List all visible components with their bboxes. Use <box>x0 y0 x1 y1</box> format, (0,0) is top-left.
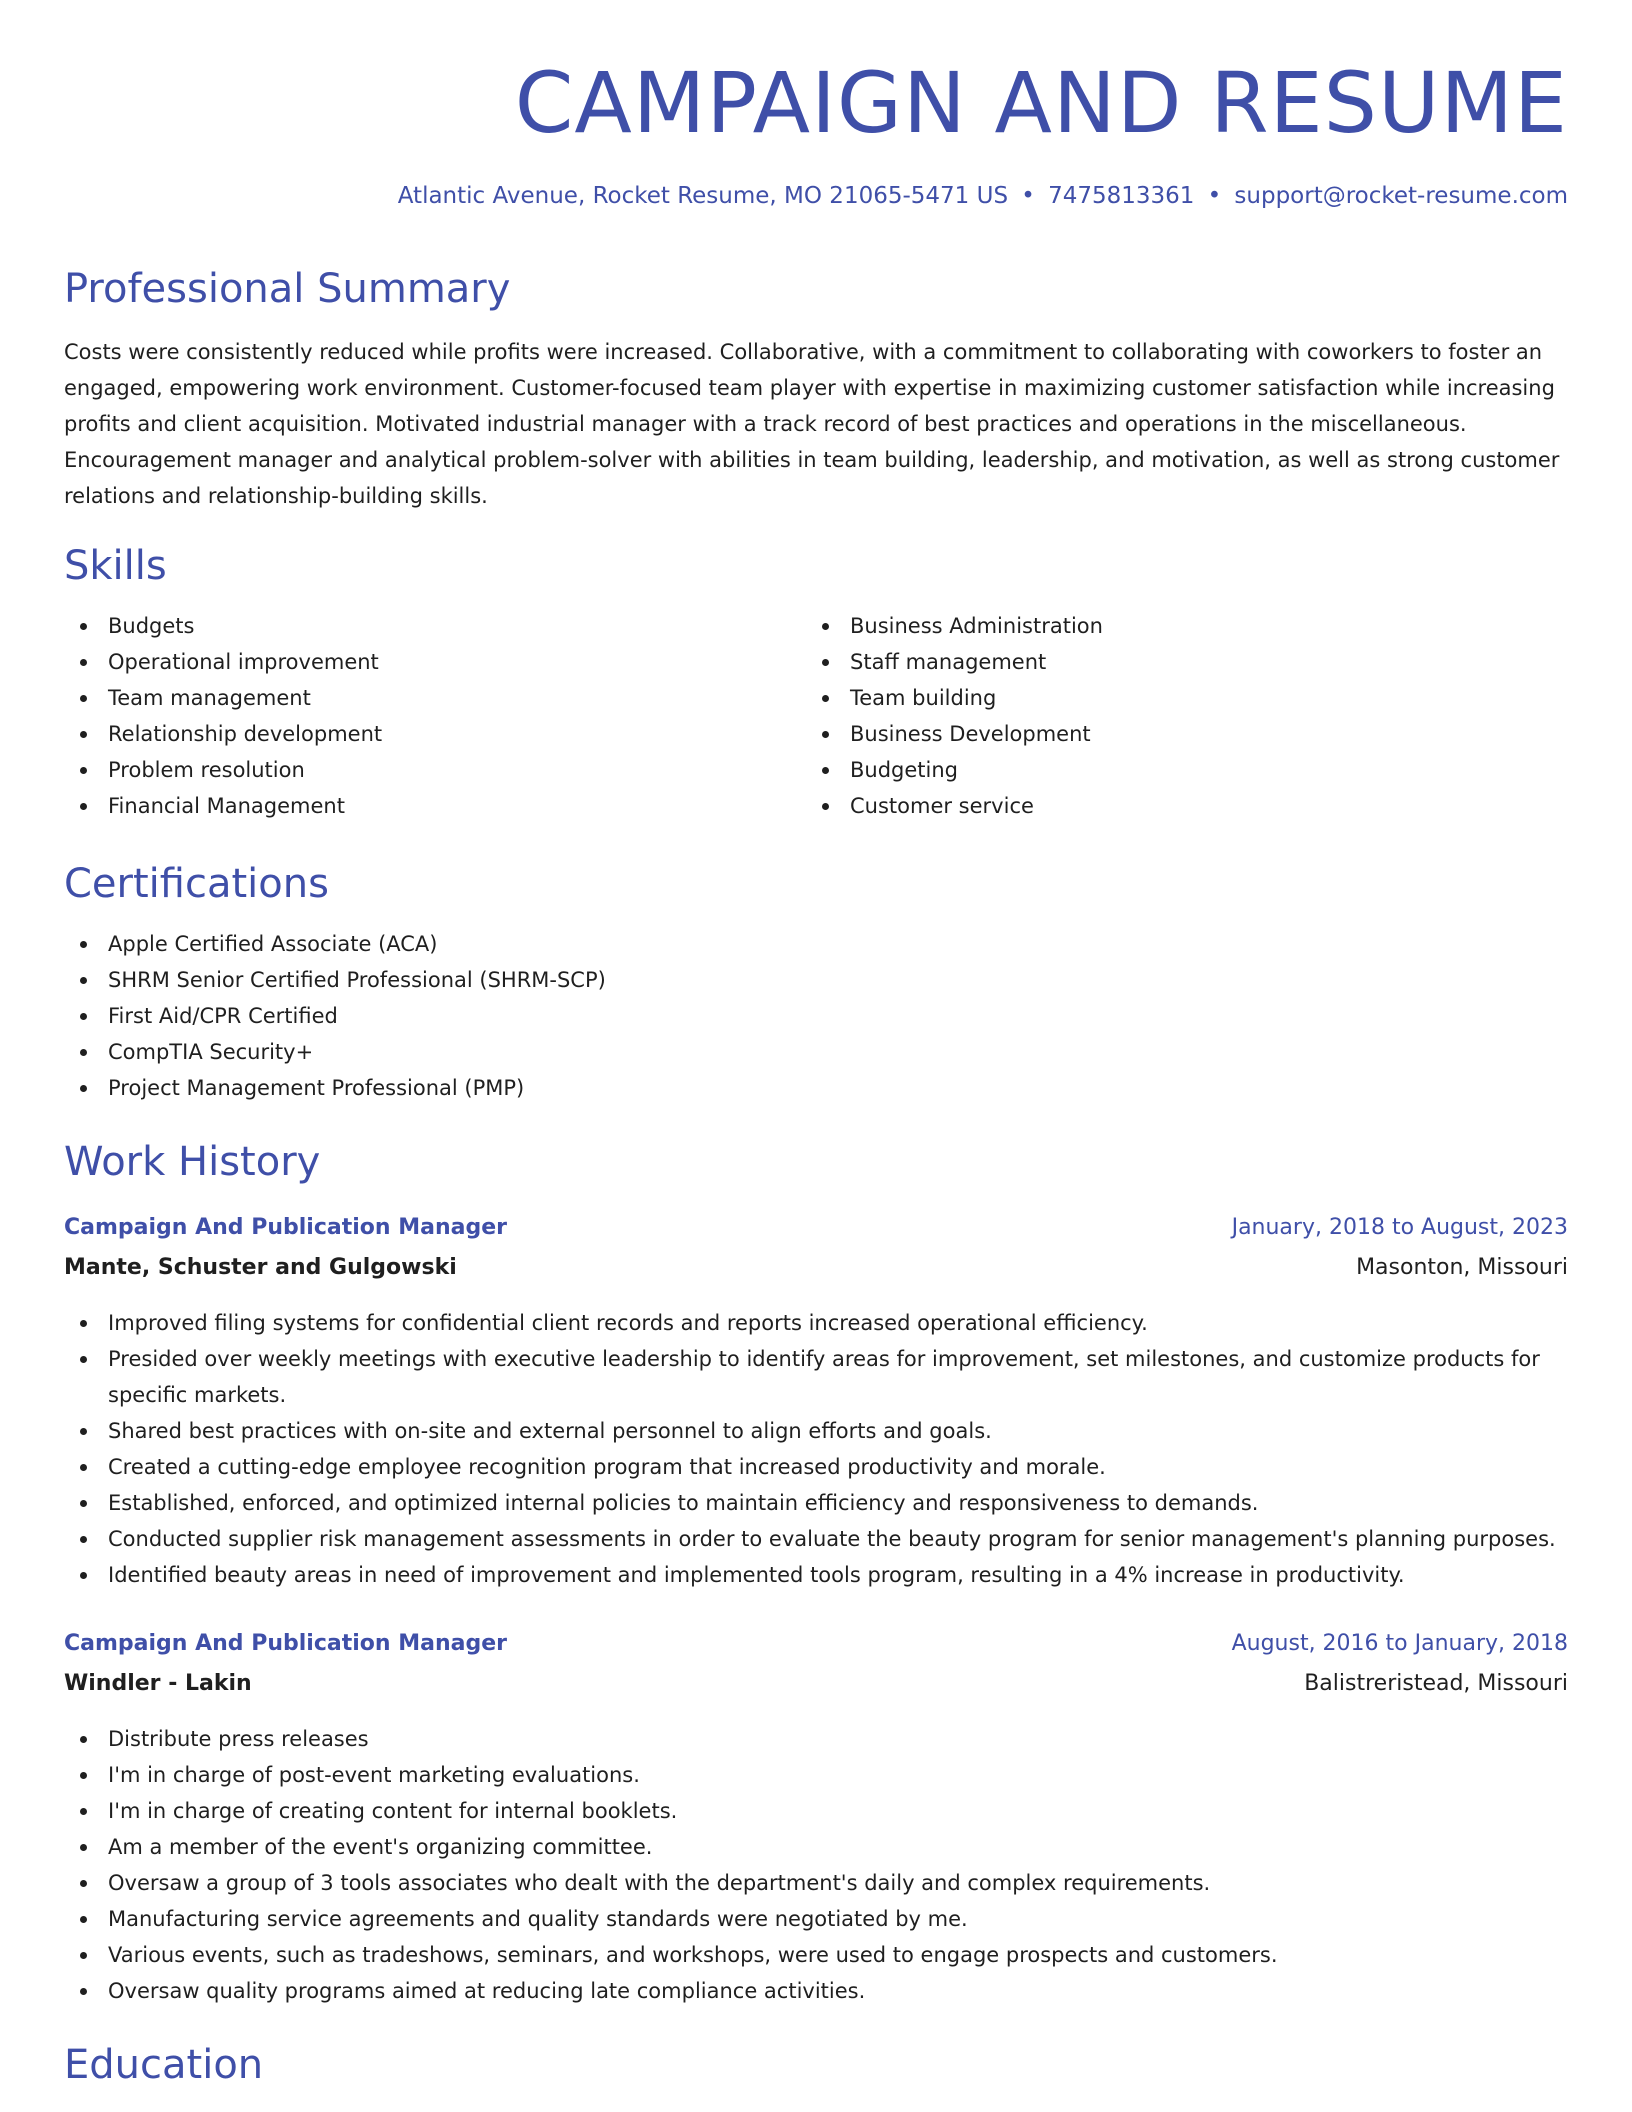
job-duty-item: Am a member of the event's organizing committee. <box>64 1829 1568 1865</box>
job-duty-item: Oversaw quality programs aimed at reducing late compliance activities. <box>64 1973 1568 2009</box>
education-heading: Education <box>64 2042 264 2088</box>
skill-item: Budgeting <box>806 752 1103 788</box>
skill-item: Customer service <box>806 788 1103 824</box>
skill-item: Problem resolution <box>64 752 382 788</box>
job-duties-list <box>64 1721 1568 2009</box>
skill-item: Team management <box>64 680 382 716</box>
address-text: Atlantic Avenue, Rocket Resume, MO 21065-5471 US <box>397 183 1009 209</box>
skill-item: Business Administration <box>806 608 1103 644</box>
skills-list-left <box>64 608 382 824</box>
contact-separator: • <box>1207 183 1222 209</box>
skill-item: Staff management <box>806 644 1103 680</box>
skill-item: Business Development <box>806 716 1103 752</box>
work-history-heading: Work History <box>64 1139 321 1185</box>
certifications-heading: Certifications <box>64 861 329 907</box>
summary-text: Costs were consistently reduced while profits were increased. Collaborative, with a commitment to collaborating with coworkers to foster an engaged, empowering work environment. Customer-focused team player with expertise in maximizing customer satisfaction while increasing profits and client acquisition. Motivated industrial manager with a track record of best practices and operations in the miscellaneous. Encouragement manager and analytical problem-solver with abilities in team building, leadership, and motivation, as well as strong customer relations and relationship-building skills. <box>64 340 1560 508</box>
job-duty-item: Distribute press releases <box>64 1721 1568 1757</box>
skill-item: Budgets <box>64 608 382 644</box>
job-location: Balistreristead, Missouri <box>1304 1671 1568 1696</box>
skill-item: Operational improvement <box>64 644 382 680</box>
job-company: Windler - Lakin <box>64 1671 252 1696</box>
job-duty-item: Conducted supplier risk management assessments in order to evaluate the beauty program for senior management's planning purposes. <box>64 1521 1568 1557</box>
skills-list-right <box>806 608 1103 824</box>
certification-item: Project Management Professional (PMP) <box>64 1070 606 1106</box>
job-company: Mante, Schuster and Gulgowski <box>64 1255 457 1280</box>
job-duty-item: Created a cutting-edge employee recognition program that increased productivity and morale. <box>64 1449 1568 1485</box>
job-duties-list <box>64 1305 1568 1593</box>
job-duty-item: Improved filing systems for confidential client records and reports increased operational efficiency. <box>64 1305 1568 1341</box>
job-title: Campaign And Publication Manager <box>64 1215 507 1240</box>
skill-item: Team building <box>806 680 1103 716</box>
certification-item: CompTIA Security+ <box>64 1034 606 1070</box>
skill-item: Financial Management <box>64 788 382 824</box>
job-duty-item: Established, enforced, and optimized internal policies to maintain efficiency and responsiveness to demands. <box>64 1485 1568 1521</box>
job-location: Masonton, Missouri <box>1356 1255 1568 1280</box>
job-dates: August, 2016 to January, 2018 <box>1231 1631 1568 1656</box>
job-duty-item: I'm in charge of creating content for internal booklets. <box>64 1793 1568 1829</box>
job-duty-item: Identified beauty areas in need of improvement and implemented tools program, resulting in a 4% increase in productivity. <box>64 1557 1568 1593</box>
job-duty-item: I'm in charge of post-event marketing evaluations. <box>64 1757 1568 1793</box>
certifications-list <box>64 926 606 1106</box>
job-dates: January, 2018 to August, 2023 <box>1231 1215 1568 1240</box>
certification-item: Apple Certified Associate (ACA) <box>64 926 606 962</box>
contact-line <box>398 181 1568 211</box>
candidate-name: CAMPAIGN AND RESUME <box>514 54 1568 152</box>
job-duty-item: Manufacturing service agreements and quality standards were negotiated by me. <box>64 1901 1568 1937</box>
job-duty-item: Oversaw a group of 3 tools associates who dealt with the department's daily and complex requirements. <box>64 1865 1568 1901</box>
email-link[interactable]: support@rocket-resume.com <box>1234 183 1568 209</box>
skill-item: Relationship development <box>64 716 382 752</box>
job-duty-item: Various events, such as tradeshows, seminars, and workshops, were used to engage prospects and customers. <box>64 1937 1568 1973</box>
phone-text: 7475813361 <box>1048 183 1195 209</box>
job-title: Campaign And Publication Manager <box>64 1631 507 1656</box>
job-duty-item: Shared best practices with on-site and external personnel to align efforts and goals. <box>64 1413 1568 1449</box>
summary-heading: Professional Summary <box>64 266 511 312</box>
certification-item: SHRM Senior Certified Professional (SHRM-SCP) <box>64 962 606 998</box>
job-duty-item: Presided over weekly meetings with executive leadership to identify areas for improvement, set milestones, and customize products for specific markets. <box>64 1341 1568 1413</box>
skills-heading: Skills <box>64 543 167 589</box>
certification-item: First Aid/CPR Certified <box>64 998 606 1034</box>
contact-separator: • <box>1021 183 1035 209</box>
